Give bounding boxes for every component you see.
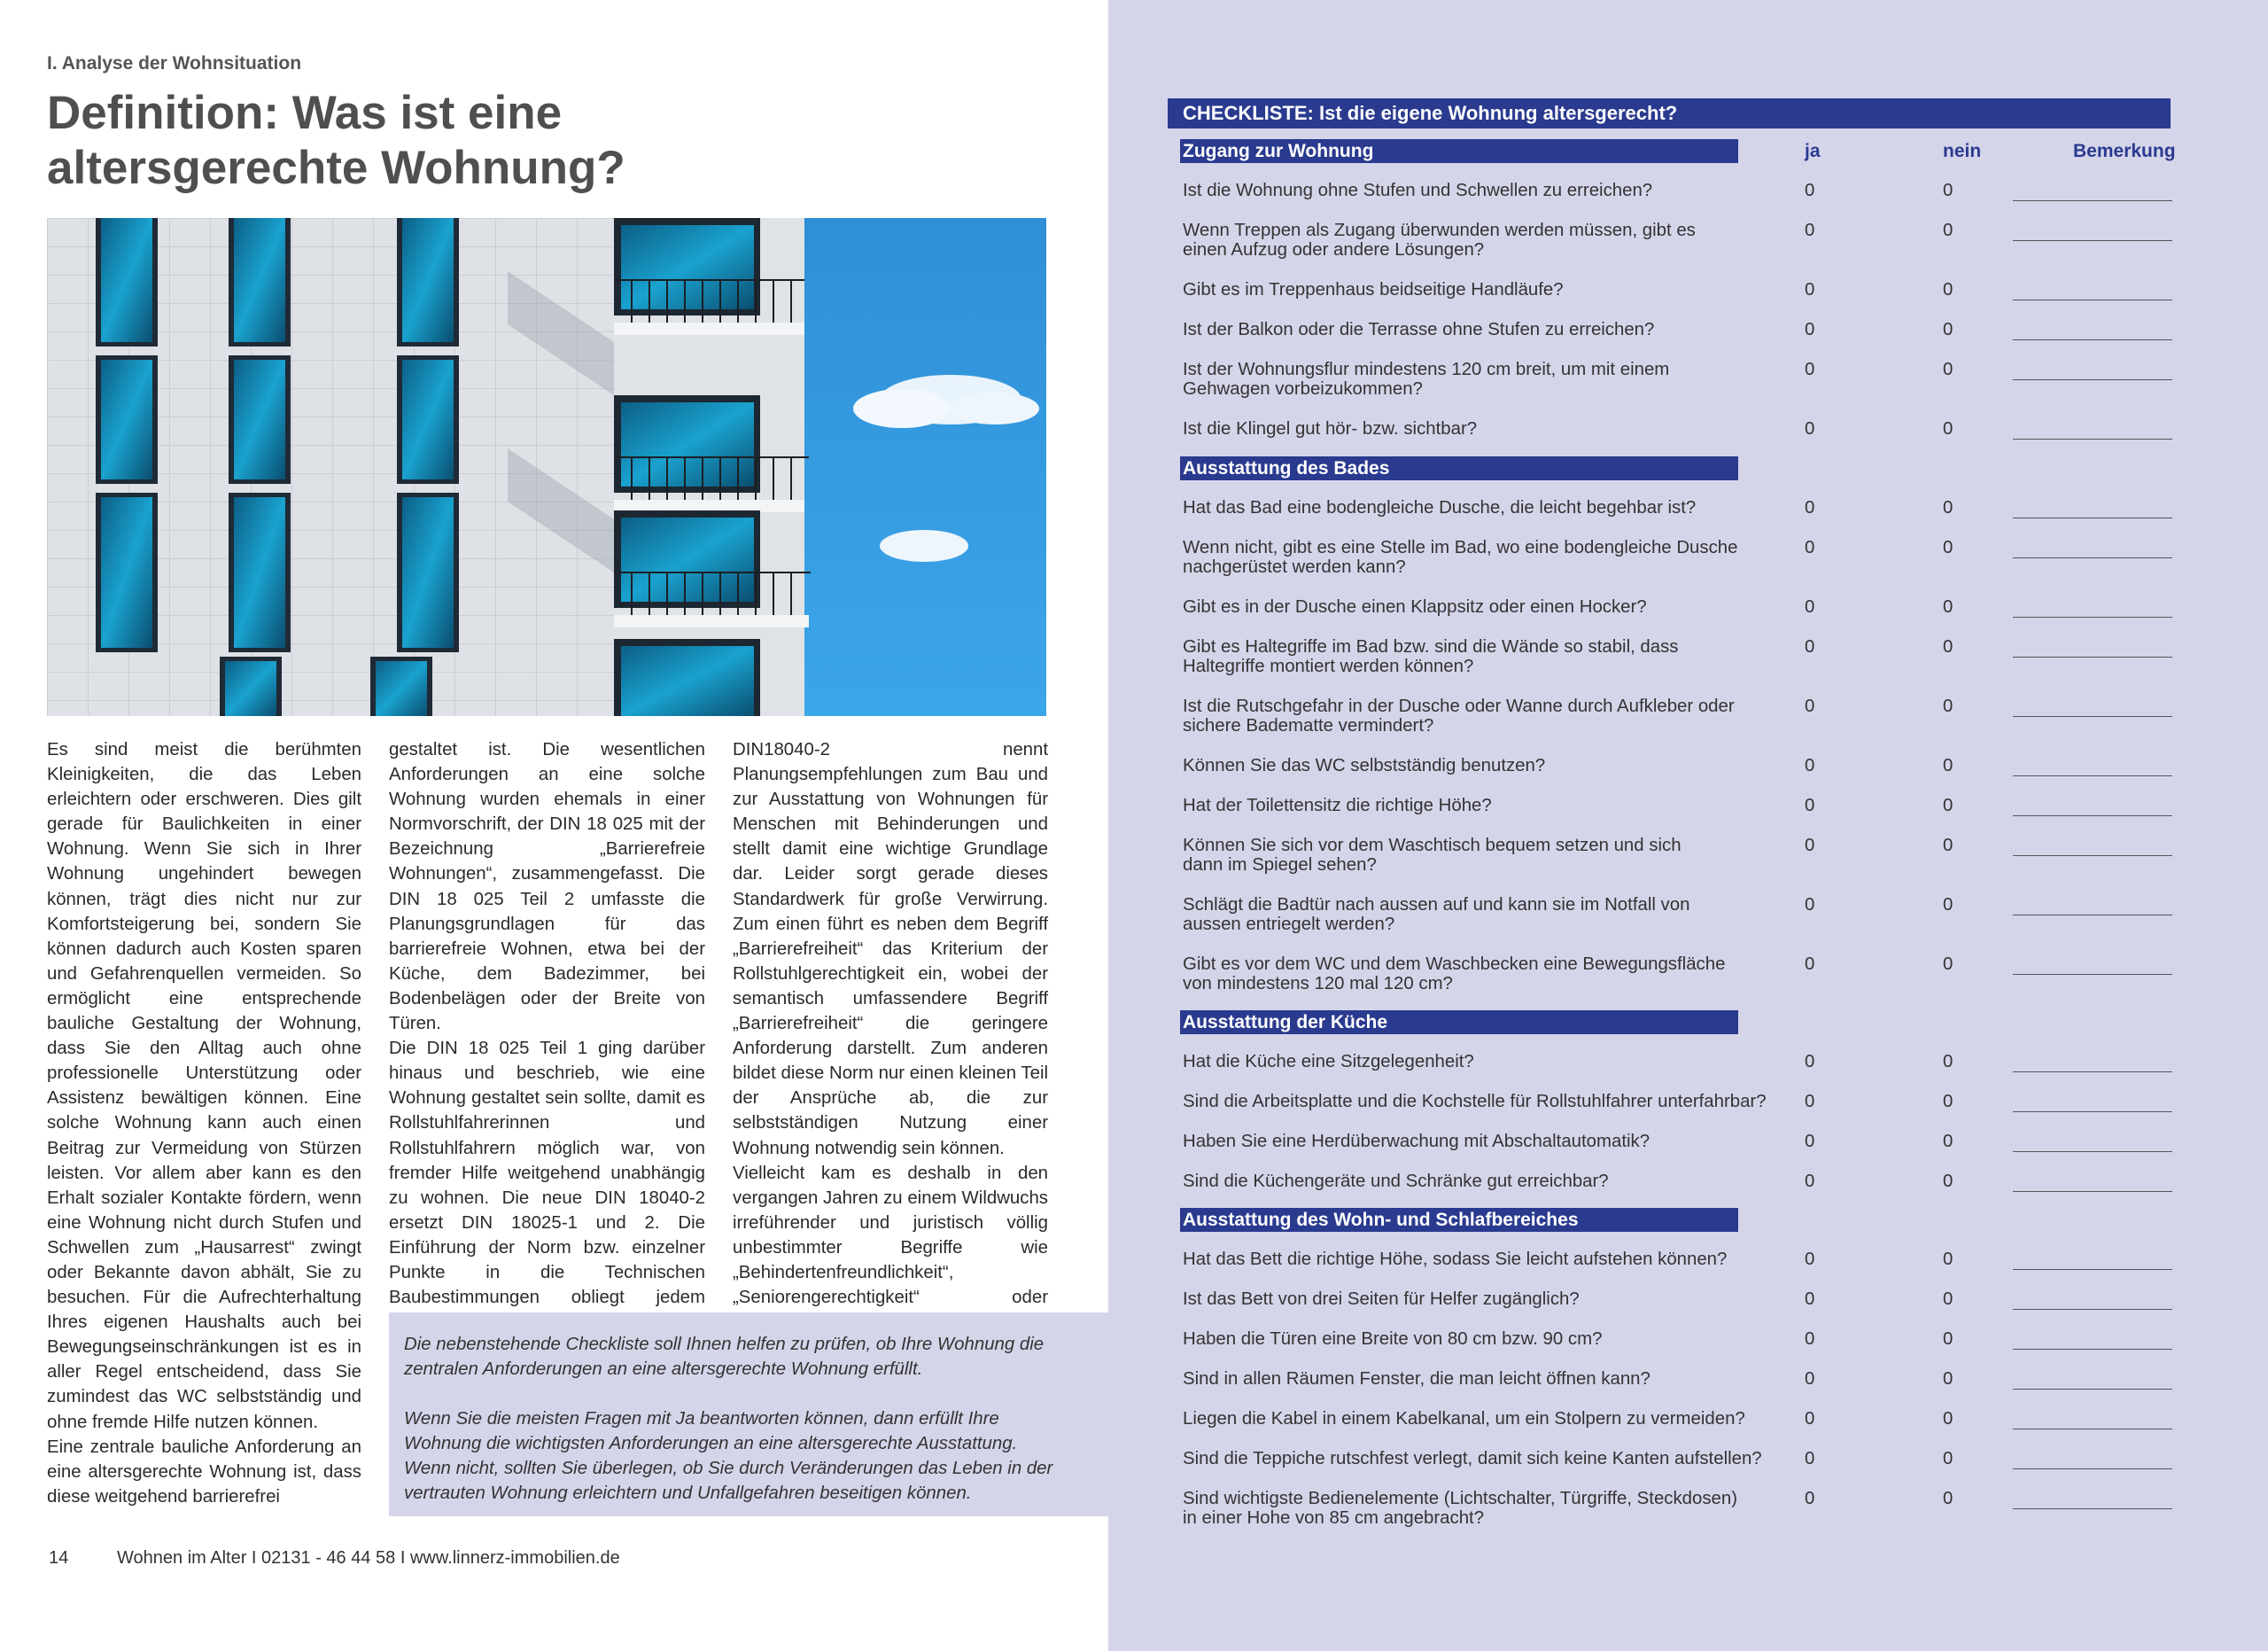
paragraph: DIN18040-2 nennt Planungsempfehlungen zum Bau und zur Ausstattung von Wohnungen für Menschen mit Behinderungen und stellt damit eine wichtige Grundlage dar. Leider sorgt gerade dieses Standardwerk für große Verwirrung. Zum einen führt es neben dem Begriff „Barrierefreiheit“ das Kriterium der Rollstuhlgerechtigkeit ein, wobei der semantisch umfassendere Begriff „Barrierefreiheit“ die geringere Anforderung darstellt. Zum anderen bildet diese Norm nur einen kleinen Teil der Ansprüche ab, die zur selbstständigen Nutzung einer Wohnung notwendig sein können.: [733, 740, 1048, 1158]
checklist-question: Hat das Bett die richtige Höhe, sodass Sie leicht aufstehen können?: [1183, 1250, 1728, 1269]
answer-no[interactable]: 0: [1943, 221, 1953, 240]
section-header: Ausstattung der Küche: [1180, 1010, 1738, 1034]
remark-field[interactable]: [2013, 1389, 2172, 1390]
checklist-question: Gibt es in der Dusche einen Klappsitz oder einen Hocker?: [1183, 597, 1647, 617]
answer-no[interactable]: 0: [1943, 597, 1953, 617]
page-title: [47, 86, 933, 196]
checklist-question: Ist die Klingel gut hör- bzw. sichtbar?: [1183, 419, 1478, 439]
remark-field[interactable]: [2013, 339, 2172, 340]
column-header-yes: ja: [1805, 141, 1821, 161]
answer-yes[interactable]: 0: [1805, 637, 1815, 657]
answer-yes[interactable]: 0: [1805, 360, 1815, 379]
remark-field[interactable]: [2013, 716, 2172, 717]
answer-no[interactable]: 0: [1943, 1449, 1953, 1468]
checklist-question: Sind die Teppiche rutschfest verlegt, damit sich keine Kanten aufstellen?: [1183, 1449, 1762, 1468]
page-title-line-1: Definition: Was ist eine: [47, 87, 563, 139]
answer-yes[interactable]: 0: [1805, 1449, 1815, 1468]
answer-yes[interactable]: 0: [1805, 756, 1815, 775]
info-box-text: Die nebenstehende Checkliste soll Ihnen helfen zu prüfen, ob Ihre Wohnung die zentralen Anforderungen an eine altersgerechte Wohnung erfüllt.: [404, 1335, 1045, 1379]
body-text-column-1: [47, 737, 361, 1509]
remark-field[interactable]: [2013, 200, 2172, 201]
answer-yes[interactable]: 0: [1805, 1369, 1815, 1389]
answer-no[interactable]: 0: [1943, 1172, 1953, 1191]
answer-no[interactable]: 0: [1943, 1329, 1953, 1349]
left-page: [0, 0, 1108, 1651]
checklist-question: Gibt es im Treppenhaus beidseitige Handläufe?: [1183, 280, 1564, 300]
column-header-remark: Bemerkung: [2073, 141, 2176, 161]
checklist-question: Hat der Toilettensitz die richtige Höhe?: [1183, 796, 1492, 815]
answer-yes[interactable]: 0: [1805, 1052, 1815, 1071]
checklist-question: Sind die Küchengeräte und Schränke gut erreichbar?: [1183, 1172, 1609, 1191]
checklist-question: Sind wichtigste Bedienelemente (Lichtschalter, Türgriffe, Steckdosen) in einer Hohe von 85 cm angebracht?: [1183, 1489, 1738, 1528]
info-box-text: Wenn Sie die meisten Fragen mit Ja beantworten können, dann erfüllt Ihre Wohnung die wichtigsten Anforderungen an eine altersgerechte Ausstattung. Wenn nicht, sollten Sie überlegen, ob Sie durch Veränderungen das Leben in der vertrauten Wohnung erleichtern und Unfallgefahren beseitigen können.: [404, 1409, 1053, 1503]
remark-field[interactable]: [2013, 1309, 2172, 1310]
body-text-column-2: [389, 737, 705, 1335]
answer-yes[interactable]: 0: [1805, 1250, 1815, 1269]
answer-no[interactable]: 0: [1943, 796, 1953, 815]
answer-no[interactable]: 0: [1943, 1250, 1953, 1269]
checklist-question: Ist der Wohnungsflur mindestens 120 cm breit, um mit einem Gehwagen vorbeizukommen?: [1183, 360, 1670, 399]
answer-no[interactable]: 0: [1943, 320, 1953, 339]
answer-yes[interactable]: 0: [1805, 1172, 1815, 1191]
answer-no[interactable]: 0: [1943, 895, 1953, 915]
answer-no[interactable]: 0: [1943, 954, 1953, 974]
answer-no[interactable]: 0: [1943, 538, 1953, 557]
answer-no[interactable]: 0: [1943, 419, 1953, 439]
answer-yes[interactable]: 0: [1805, 498, 1815, 518]
info-box: [389, 1312, 1108, 1516]
remark-field[interactable]: [2013, 1468, 2172, 1469]
remark-field[interactable]: [2013, 1508, 2172, 1509]
remark-field[interactable]: [2013, 1349, 2172, 1350]
remark-field[interactable]: [2013, 1191, 2172, 1192]
remark-field[interactable]: [2013, 617, 2172, 618]
section-header: Ausstattung des Wohn- und Schlafbereiches: [1180, 1208, 1738, 1232]
paragraph: Eine zentrale bauliche Anforderung an eine altersgerechte Wohnung ist, dass diese weitgehend barrierefrei: [47, 1437, 361, 1507]
answer-no[interactable]: 0: [1943, 756, 1953, 775]
answer-no[interactable]: 0: [1943, 1132, 1953, 1151]
answer-no[interactable]: 0: [1943, 836, 1953, 855]
paragraph: gestaltet ist. Die wesentlichen Anforderungen an eine solche Wohnung wurden ehemals in einer Normvorschrift, der DIN 18 025 mit der Bezeichnung „Barrierefreie Wohnungen“, zusammengefasst. Die DIN 18 025 Teil 2 umfasste die Planungsgrundlagen für das barrierefreie Wohnen, etwa bei der Küche, dem Badezimmer, bei Bodenbelägen oder der Breite von Türen.: [389, 740, 705, 1034]
answer-yes[interactable]: 0: [1805, 597, 1815, 617]
balconies: [614, 218, 811, 716]
answer-yes[interactable]: 0: [1805, 320, 1815, 339]
checklist-question: Sind in allen Räumen Fenster, die man leicht öffnen kann?: [1183, 1369, 1651, 1389]
paragraph: Vielleicht kam es deshalb in den vergangen Jahren zu einem Wildwuchs irreführender und juristisch völlig unbestimmter Begriffe wie „Behindertenfreundlichkeit“, „Seniorengerechtigkeit“ oder: [733, 1163, 1048, 1308]
body-text-column-3: [733, 737, 1048, 1335]
remark-field[interactable]: [2013, 855, 2172, 856]
answer-no[interactable]: 0: [1943, 637, 1953, 657]
facade-windows: [96, 218, 459, 716]
checklist-question: Wenn Treppen als Zugang überwunden werden müssen, gibt es einen Aufzug oder andere Lösungen?: [1183, 221, 1696, 260]
remark-field[interactable]: [2013, 775, 2172, 776]
column-header-no: nein: [1943, 141, 1982, 161]
checklist-question: Können Sie sich vor dem Waschtisch bequem setzen und sich dann im Spiegel sehen?: [1183, 836, 1682, 875]
remark-field[interactable]: [2013, 1151, 2172, 1152]
remark-field[interactable]: [2013, 815, 2172, 816]
answer-yes[interactable]: 0: [1805, 796, 1815, 815]
remark-field[interactable]: [2013, 439, 2172, 440]
answer-no[interactable]: 0: [1943, 1092, 1953, 1111]
answer-yes[interactable]: 0: [1805, 1329, 1815, 1349]
checklist-question: Haben Sie eine Herdüberwachung mit Abschaltautomatik?: [1183, 1132, 1651, 1151]
remark-field[interactable]: [2013, 379, 2172, 380]
checklist-question: Hat das Bad eine bodengleiche Dusche, die leicht begehbar ist?: [1183, 498, 1697, 518]
paragraph: Es sind meist die berühmten Kleinigkeiten, die das Leben erleichtern oder erschweren. Dies gilt gerade für Baulichkeiten in einer Wohnung. Wenn Sie sich in Ihrer Wohnung ungehindert bewegen können, trägt dies nicht nur zur Komfortsteigerung bei, sondern Sie können dadurch auch Kosten sparen und Gefahrenquellen vermeiden. So ermöglicht eine entsprechende bauliche Gestaltung der Wohnung, dass Sie den Alltag auch ohne professionelle Unterstützung oder Assistenz bewältigen können. Eine solche Wohnung kann auch einen Beitrag zur Vermeidung von Stürzen leisten. Vor allem aber kann es den Erhalt sozialer Kontakte fördern, wenn eine Wohnung nicht durch Stufen und Schwellen zum „Hausarrest“ zwingt oder Bekannte davon abhält, Sie zu besuchen. Für die Aufrechterhaltung Ihres eigenen Haushalts auch bei Bewegungseinschränkungen ist es in aller Regel entscheidend, dass Sie zumindest das WC selbstständig und ohne fremde Hilfe nutzen können.: [47, 740, 361, 1432]
paragraph: Die DIN 18 025 Teil 1 ging darüber hinaus und beschrieb, wie eine Wohnung gestaltet sein sollte, damit es Rollstuhlfahrerinnen und Rollstuhlfahrern möglich war, von fremder Hilfe weitgehend unabhängig zu wohnen. Die neue DIN 18040-2 ersetzt DIN 18025-1 und 2. Die Einführung der Norm bzw. einzelner Punkte in die Technischen Baubestimmungen obliegt jedem: [389, 1039, 705, 1308]
checklist-question: Hat die Küche eine Sitzgelegenheit?: [1183, 1052, 1474, 1071]
section-header: Zugang zur Wohnung: [1180, 139, 1738, 163]
checklist-question: Gibt es Haltegriffe im Bad bzw. sind die Wände so stabil, dass Haltegriffe montiert werden können?: [1183, 637, 1679, 676]
answer-yes[interactable]: 0: [1805, 1289, 1815, 1309]
answer-yes[interactable]: 0: [1805, 836, 1815, 855]
answer-no[interactable]: 0: [1943, 498, 1953, 518]
checklist-question: Können Sie das WC selbstständig benutzen?: [1183, 756, 1546, 775]
answer-no[interactable]: 0: [1943, 181, 1953, 200]
answer-yes[interactable]: 0: [1805, 954, 1815, 974]
answer-yes[interactable]: 0: [1805, 895, 1815, 915]
answer-yes[interactable]: 0: [1805, 221, 1815, 240]
remark-field[interactable]: [2013, 240, 2172, 241]
remark-field[interactable]: [2013, 657, 2172, 658]
section-label: I. Analyse der Wohnsituation: [47, 53, 302, 74]
answer-yes[interactable]: 0: [1805, 1132, 1815, 1151]
checklist-question: Ist die Rutschgefahr in der Dusche oder Wanne durch Aufkleber oder sichere Badematte vermindert?: [1183, 697, 1735, 736]
page-title-line-2: altersgerechte Wohnung?: [47, 142, 625, 194]
checklist-question: Schlägt die Badtür nach aussen auf und kann sie im Notfall von aussen entriegelt werden?: [1183, 895, 1690, 934]
answer-yes[interactable]: 0: [1805, 1092, 1815, 1111]
remark-field[interactable]: [2013, 1071, 2172, 1072]
answer-yes[interactable]: 0: [1805, 280, 1815, 300]
checklist-question: Sind die Arbeitsplatte und die Kochstelle für Rollstuhlfahrer unterfahrbar?: [1183, 1092, 1767, 1111]
answer-yes[interactable]: 0: [1805, 181, 1815, 200]
page-number: 14: [49, 1548, 69, 1568]
remark-field[interactable]: [2013, 557, 2172, 558]
answer-yes[interactable]: 0: [1805, 419, 1815, 439]
answer-no[interactable]: 0: [1943, 1489, 1953, 1508]
checklist-question: Ist das Bett von drei Seiten für Helfer zugänglich?: [1183, 1289, 1580, 1309]
remark-field[interactable]: [2013, 974, 2172, 975]
building-facade-photo: [47, 218, 1046, 716]
answer-no[interactable]: 0: [1943, 1052, 1953, 1071]
checklist-question: Liegen die Kabel in einem Kabelkanal, um ein Stolpern zu vermeiden?: [1183, 1409, 1745, 1429]
answer-no[interactable]: 0: [1943, 1409, 1953, 1429]
answer-no[interactable]: 0: [1943, 280, 1953, 300]
answer-no[interactable]: 0: [1943, 1289, 1953, 1309]
footer-text: Wohnen im Alter I 02131 - 46 44 58 I www.linnerz-immobilien.de: [117, 1548, 620, 1568]
answer-yes[interactable]: 0: [1805, 1409, 1815, 1429]
answer-yes[interactable]: 0: [1805, 697, 1815, 716]
answer-no[interactable]: 0: [1943, 1369, 1953, 1389]
remark-field[interactable]: [2013, 1269, 2172, 1270]
answer-yes[interactable]: 0: [1805, 1489, 1815, 1508]
checklist-question: Ist der Balkon oder die Terrasse ohne Stufen zu erreichen?: [1183, 320, 1655, 339]
checklist-question: Wenn nicht, gibt es eine Stelle im Bad, wo eine bodengleiche Dusche nachgerüstet werden kann?: [1183, 538, 1738, 577]
answer-no[interactable]: 0: [1943, 697, 1953, 716]
checklist-question: Ist die Wohnung ohne Stufen und Schwellen zu erreichen?: [1183, 181, 1653, 200]
checklist-question: Haben die Türen eine Breite von 80 cm bzw. 90 cm?: [1183, 1329, 1603, 1349]
checklist-title: CHECKLISTE: Ist die eigene Wohnung altersgerecht?: [1168, 98, 2171, 128]
remark-field[interactable]: [2013, 1111, 2172, 1112]
section-header: Ausstattung des Bades: [1180, 456, 1738, 480]
answer-no[interactable]: 0: [1943, 360, 1953, 379]
checklist-question: Gibt es vor dem WC und dem Waschbecken eine Bewegungsfläche von mindestens 120 mal 120 cm?: [1183, 954, 1726, 993]
answer-yes[interactable]: 0: [1805, 538, 1815, 557]
